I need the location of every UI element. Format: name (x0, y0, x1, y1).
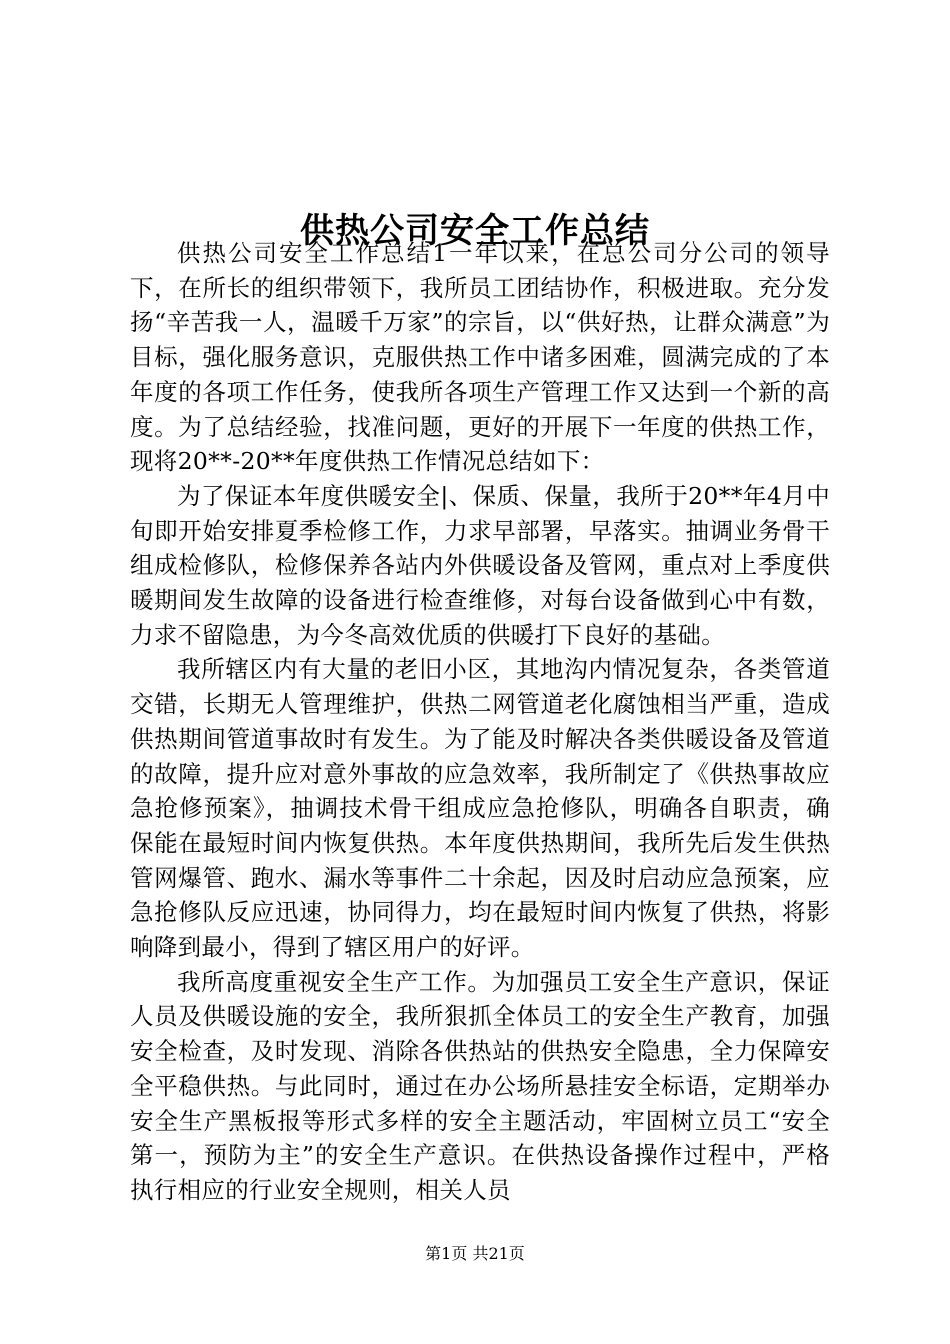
page-number: 第1页 共21页 (425, 1244, 525, 1263)
paragraph: 供热公司安全工作总结1一年以来，在总公司分公司的领导下，在所长的组织带领下，我所员工团结协作，积极进取。充分发扬“辛苦我一人，温暖千万家”的宗旨，以“供好热，让群众满意”为目标，强化服务意识，克服供热工作中诸多困难，圆满完成的了本年度的各项工作任务，使我所各项生产管理工作又达到一个新的高度。为了总结经验，找准问题，更好的开展下一年度的供热工作，现将20**-20**年度供热工作情况总结如下： (130, 239, 830, 476)
paragraph: 我所高度重视安全生产工作。为加强员工安全生产意识，保证人员及供暖设施的安全，我所狠抓全体员工的安全生产教育，加强安全检查，及时发现、消除各供热站的供热安全隐患，全力保障安全平稳供热。与此同时，通过在办公场所悬挂安全标语，定期举办安全生产黑板报等形式多样的安全主题活动，牢固树立员工“安全第一，预防为主”的安全生产意识。在供热设备操作过程中，严格执行相应的行业安全规则，相关人员 (130, 967, 830, 1204)
paragraph: 为了保证本年度供暖安全|、保质、保量，我所于20**年4月中旬即开始安排夏季检修工作，力求早部署，早落实。抽调业务骨干组成检修队，检修保养各站内外供暖设备及管网，重点对上季度供暖期间发生故障的设备进行检查维修，对每台设备做到心中有数，力求不留隐患，为今冬高效优质的供暖打下良好的基础。 (130, 481, 830, 649)
paragraph: 我所辖区内有大量的老旧小区，其地沟内情况复杂，各类管道交错，长期无人管理维护，供热二网管道老化腐蚀相当严重，造成供热期间管道事故时有发生。为了能及时解决各类供暖设备及管道的故障，提升应对意外事故的应急效率，我所制定了《供热事故应急抢修预案》，抽调技术骨干组成应急抢修队，明确各自职责，确保能在最短时间内恢复供热。本年度供热期间，我所先后发生供热管网爆管、跑水、漏水等事件二十余起，因及时启动应急预案，应急抢修队反应迅速，协同得力，均在最短时间内恢复了供热，将影响降到最小，得到了辖区用户的好评。 (130, 655, 830, 962)
page-footer (0, 1243, 950, 1265)
document-body (130, 236, 830, 1208)
document-title: 供热公司安全工作总结 (300, 210, 650, 251)
